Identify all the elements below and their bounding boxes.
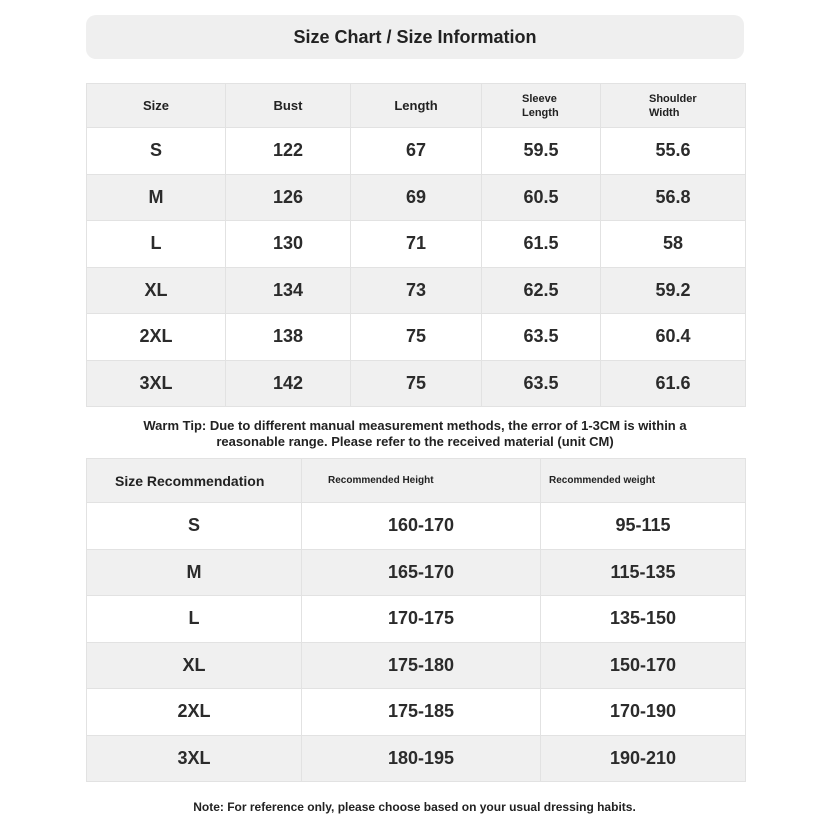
cell-sleeve: 59.5 (482, 128, 601, 175)
table-row (87, 174, 746, 221)
warm-tip-line2: reasonable range. Please refer to the received material (unit CM) (216, 434, 614, 449)
cell-size: S (87, 503, 302, 550)
cell-shoulder: 55.6 (601, 128, 746, 175)
header-size: Size (87, 84, 226, 128)
warm-tip-line1: Warm Tip: Due to different manual measurement methods, the error of 1-3CM is within a (143, 418, 687, 433)
cell-bust: 134 (226, 267, 351, 314)
cell-shoulder: 60.4 (601, 314, 746, 361)
cell-length: 67 (351, 128, 482, 175)
table-row (87, 314, 746, 361)
cell-size: 3XL (87, 360, 226, 407)
cell-weight: 190-210 (541, 735, 746, 782)
recommendation-header-row (87, 459, 746, 503)
cell-shoulder: 58 (601, 221, 746, 268)
cell-height: 170-175 (302, 596, 541, 643)
header-shoulder-width (601, 84, 746, 128)
warm-tip (90, 418, 740, 450)
cell-length: 75 (351, 314, 482, 361)
cell-weight: 95-115 (541, 503, 746, 550)
cell-height: 175-180 (302, 642, 541, 689)
cell-size: XL (87, 267, 226, 314)
cell-sleeve: 60.5 (482, 174, 601, 221)
cell-size: M (87, 174, 226, 221)
table-row (87, 503, 746, 550)
cell-bust: 138 (226, 314, 351, 361)
cell-height: 175-185 (302, 689, 541, 736)
cell-weight: 115-135 (541, 549, 746, 596)
header-bust: Bust (226, 84, 351, 128)
table-row (87, 642, 746, 689)
cell-size: 2XL (87, 314, 226, 361)
table-row (87, 549, 746, 596)
size-chart-header-row (87, 84, 746, 128)
cell-bust: 122 (226, 128, 351, 175)
cell-length: 69 (351, 174, 482, 221)
header-shoulder-line1: Shoulder (649, 92, 697, 105)
cell-length: 71 (351, 221, 482, 268)
size-chart-table (86, 83, 746, 407)
cell-shoulder: 59.2 (601, 267, 746, 314)
cell-sleeve: 61.5 (482, 221, 601, 268)
header-size-recommendation: Size Recommendation (87, 459, 302, 503)
page-title: Size Chart / Size Information (86, 15, 744, 59)
header-length: Length (351, 84, 482, 128)
header-sleeve-line2: Length (522, 106, 559, 119)
cell-sleeve: 63.5 (482, 314, 601, 361)
cell-shoulder: 61.6 (601, 360, 746, 407)
header-sleeve-length (482, 84, 601, 128)
cell-bust: 142 (226, 360, 351, 407)
table-row (87, 221, 746, 268)
header-sleeve-line1: Sleeve (522, 92, 557, 105)
cell-height: 180-195 (302, 735, 541, 782)
cell-height: 165-170 (302, 549, 541, 596)
cell-size: M (87, 549, 302, 596)
table-row (87, 360, 746, 407)
cell-length: 73 (351, 267, 482, 314)
cell-bust: 126 (226, 174, 351, 221)
table-row (87, 267, 746, 314)
cell-size: L (87, 221, 226, 268)
cell-sleeve: 63.5 (482, 360, 601, 407)
cell-size: S (87, 128, 226, 175)
cell-bust: 130 (226, 221, 351, 268)
cell-size: 3XL (87, 735, 302, 782)
cell-size: 2XL (87, 689, 302, 736)
cell-weight: 170-190 (541, 689, 746, 736)
reference-note: Note: For reference only, please choose based on your usual dressing habits. (193, 800, 636, 814)
cell-length: 75 (351, 360, 482, 407)
cell-weight: 135-150 (541, 596, 746, 643)
cell-size: XL (87, 642, 302, 689)
table-row (87, 596, 746, 643)
header-recommended-weight: Recommended weight (541, 459, 746, 503)
table-row (87, 689, 746, 736)
cell-weight: 150-170 (541, 642, 746, 689)
header-recommended-height: Recommended Height (302, 459, 541, 503)
cell-sleeve: 62.5 (482, 267, 601, 314)
cell-size: L (87, 596, 302, 643)
table-row (87, 128, 746, 175)
cell-shoulder: 56.8 (601, 174, 746, 221)
size-recommendation-table (86, 458, 746, 782)
cell-height: 160-170 (302, 503, 541, 550)
table-row (87, 735, 746, 782)
header-shoulder-line2: Width (649, 106, 680, 119)
